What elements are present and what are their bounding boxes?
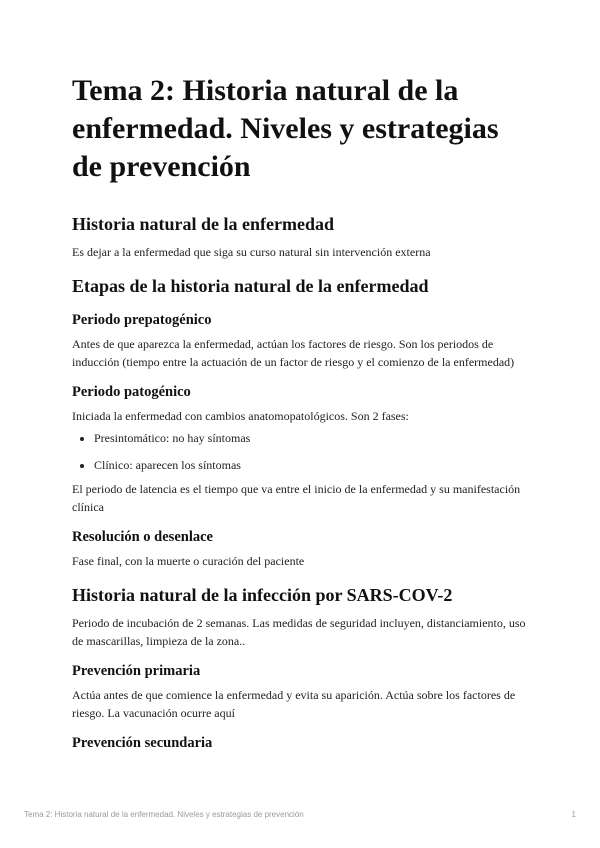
subheading-prevencion-primaria: Prevención primaria — [72, 663, 201, 679]
page-number: 1 — [571, 810, 576, 819]
subheading-prepatogenico: Periodo prepatogénico — [72, 312, 212, 328]
subheading-prevencion-secundaria: Prevención secundaria — [72, 735, 213, 751]
page-footer — [24, 810, 576, 819]
section-heading-historia-natural: Historia natural de la enfermedad — [72, 214, 334, 234]
section-heading-etapas: Etapas de la historia natural de la enfermedad — [72, 276, 429, 296]
list-item: • Clínico: aparecen los síntomas — [94, 456, 528, 474]
subheading-resolucion: Resolución o desenlace — [72, 529, 213, 545]
subheading-patogenico: Periodo patogénico — [72, 384, 191, 400]
text-latencia: El periodo de latencia es el tiempo que va entre el inicio de la enfermedad y su manifestación clínica — [72, 482, 521, 514]
footer-title: Tema 2: Historia natural de la enfermedad. Niveles y estrategias de prevención — [24, 810, 304, 819]
page-title: Tema 2: Historia natural de la enfermedad. Niveles y estrategias de prevención — [72, 74, 499, 183]
list-fases — [72, 429, 528, 474]
text-sars-cov-2: Periodo de incubación de 2 semanas. Las medidas de seguridad incluyen, distanciamiento, uso de mascarillas, limpieza de la zona.. — [72, 616, 526, 648]
document-body — [72, 72, 528, 758]
text-prevencion-primaria: Actúa antes de que comience la enfermedad y evita su aparición. Actúa sobre los factores de riesgo. La vacunación ocurre aquí — [72, 688, 516, 720]
section-text-historia-natural: Es dejar a la enfermedad que siga su curso natural sin intervención externa — [72, 245, 431, 259]
text-prepatogenico: Antes de que aparezca la enfermedad, actúan los factores de riesgo. Son los periodos de inducción (tiempo entre la actuación de un factor de riesgo y el comienzo de la enfermedad) — [72, 337, 515, 369]
list-item: • Presintomático: no hay síntomas — [94, 429, 528, 447]
text-patogenico: Iniciada la enfermedad con cambios anatomopatológicos. Son 2 fases: — [72, 409, 409, 423]
text-resolucion: Fase final, con la muerte o curación del paciente — [72, 554, 305, 568]
section-heading-sars-cov-2: Historia natural de la infección por SARS-COV-2 — [72, 585, 453, 605]
